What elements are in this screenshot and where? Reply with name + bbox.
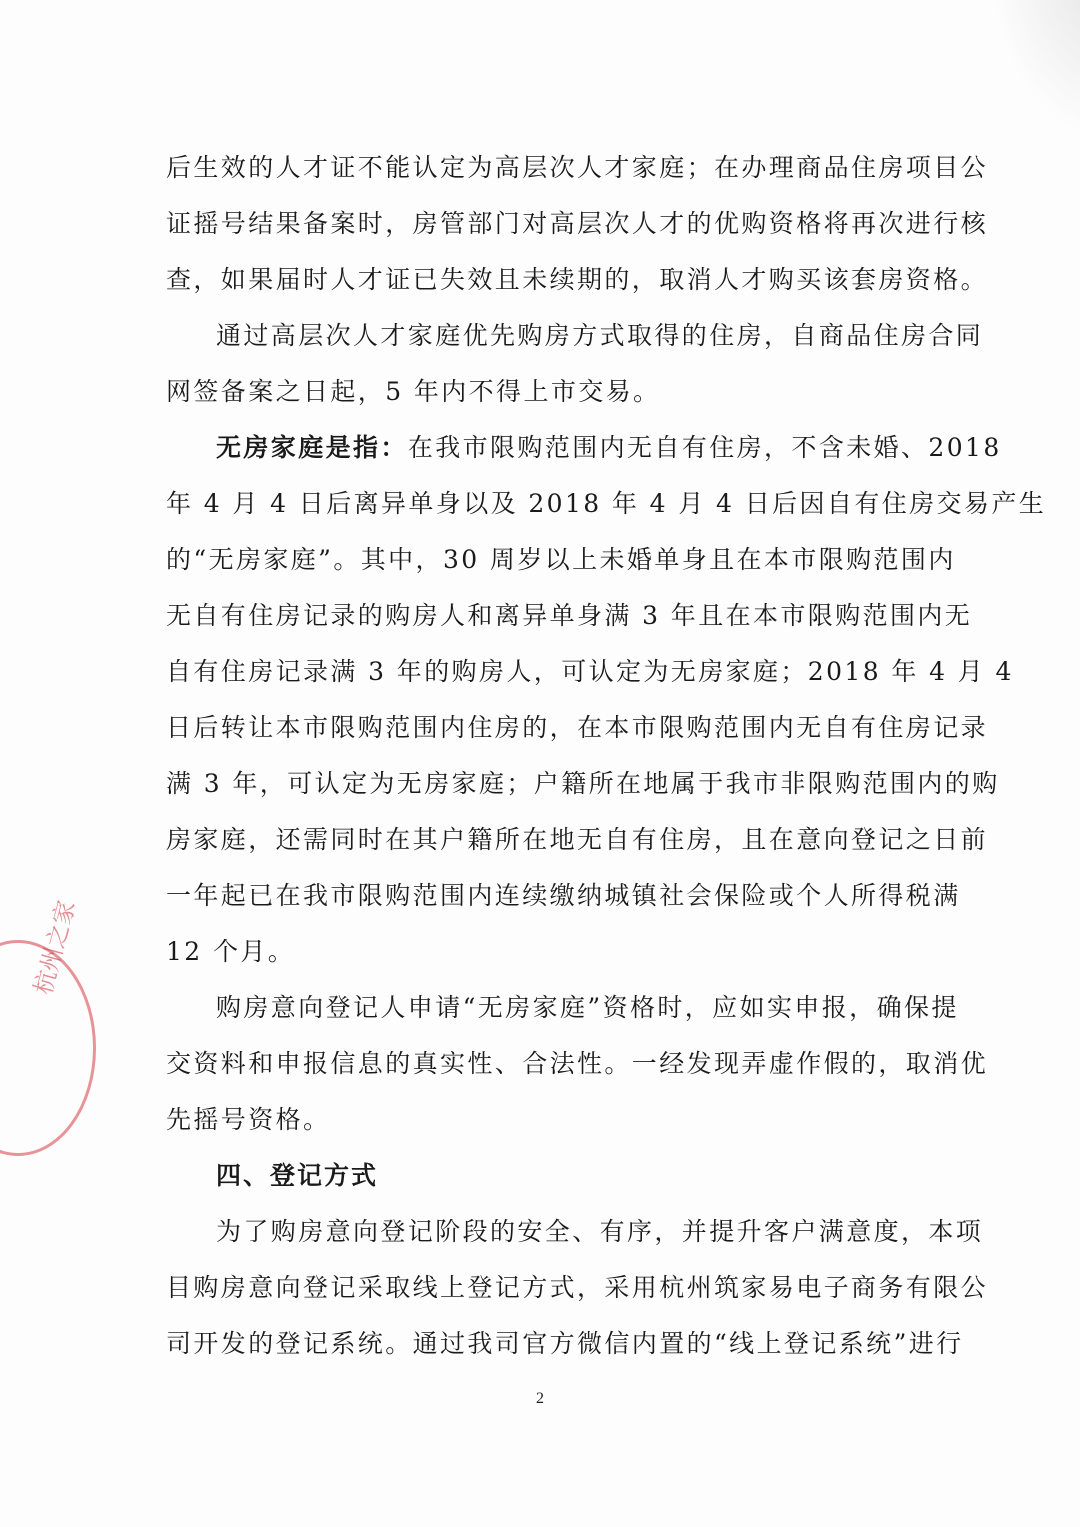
text-line: 网签备案之日起，5 年内不得上市交易。 xyxy=(166,377,661,406)
text-line: 目购房意向登记采取线上登记方式，采用杭州筑家易电子商务有限公 xyxy=(166,1273,989,1302)
paragraph-no-house-family xyxy=(166,420,1047,980)
text-line: 查，如果届时人才证已失效且未续期的，取消人才购买该套房资格。 xyxy=(166,265,989,294)
document-body xyxy=(166,140,1047,1372)
text-line: 证摇号结果备案时，房管部门对高层次人才的优购资格将再次进行核 xyxy=(166,209,989,238)
text-line: 12 个月。 xyxy=(166,937,296,966)
text-line: 满 3 年，可认定为无房家庭；户籍所在地属于我市非限购范围内的购 xyxy=(166,769,1000,798)
text-line: 为了购房意向登记阶段的安全、有序，并提升客户满意度，本项 xyxy=(216,1217,984,1246)
page-number: 2 xyxy=(536,1390,544,1407)
text-line: 司开发的登记系统。通过我司官方微信内置的“线上登记系统”进行 xyxy=(166,1329,964,1358)
text-line: 通过高层次人才家庭优先购房方式取得的住房，自商品住房合同 xyxy=(216,321,984,350)
text-line: 自有住房记录满 3 年的购房人，可认定为无房家庭；2018 年 4 月 4 xyxy=(166,657,1014,686)
paragraph-truthful-declaration xyxy=(166,980,989,1148)
section-heading: 四、登记方式 xyxy=(216,1161,379,1190)
text-line xyxy=(166,420,1002,476)
paragraph-talent-verification xyxy=(166,140,989,308)
paragraph-resale-restriction xyxy=(166,308,984,420)
text-line: 的“无房家庭”。其中，30 周岁以上未婚单身且在本市限购范围内 xyxy=(166,545,956,574)
text-line: 一年起已在我市限购范围内连续缴纳城镇社会保险或个人所得税满 xyxy=(166,881,961,910)
definition-text: 在我市限购范围内无自有住房，不含未婚、2018 xyxy=(407,433,1002,462)
red-seal-stamp-text: 杭州之家 xyxy=(28,897,81,998)
text-line: 日后转让本市限购范围内住房的，在本市限购范围内无自有住房记录 xyxy=(166,713,989,742)
text-line: 无自有住房记录的购房人和离异单身满 3 年且在本市限购范围内无 xyxy=(166,601,973,630)
text-line: 年 4 月 4 日后离异单身以及 2018 年 4 月 4 日后因自有住房交易产生 xyxy=(166,489,1047,518)
text-line: 后生效的人才证不能认定为高层次人才家庭；在办理商品住房项目公 xyxy=(166,153,989,182)
text-line: 交资料和申报信息的真实性、合法性。一经发现弄虚作假的，取消优 xyxy=(166,1049,989,1078)
text-line: 购房意向登记人申请“无房家庭”资格时，应如实申报，确保提 xyxy=(216,993,959,1022)
text-line: 先摇号资格。 xyxy=(166,1105,331,1134)
paragraph-registration-method xyxy=(166,1204,989,1372)
definition-lead: 无房家庭是指： xyxy=(216,433,408,462)
scan-corner-shadow xyxy=(990,0,1080,140)
text-line: 房家庭，还需同时在其户籍所在地无自有住房，且在意向登记之日前 xyxy=(166,825,989,854)
